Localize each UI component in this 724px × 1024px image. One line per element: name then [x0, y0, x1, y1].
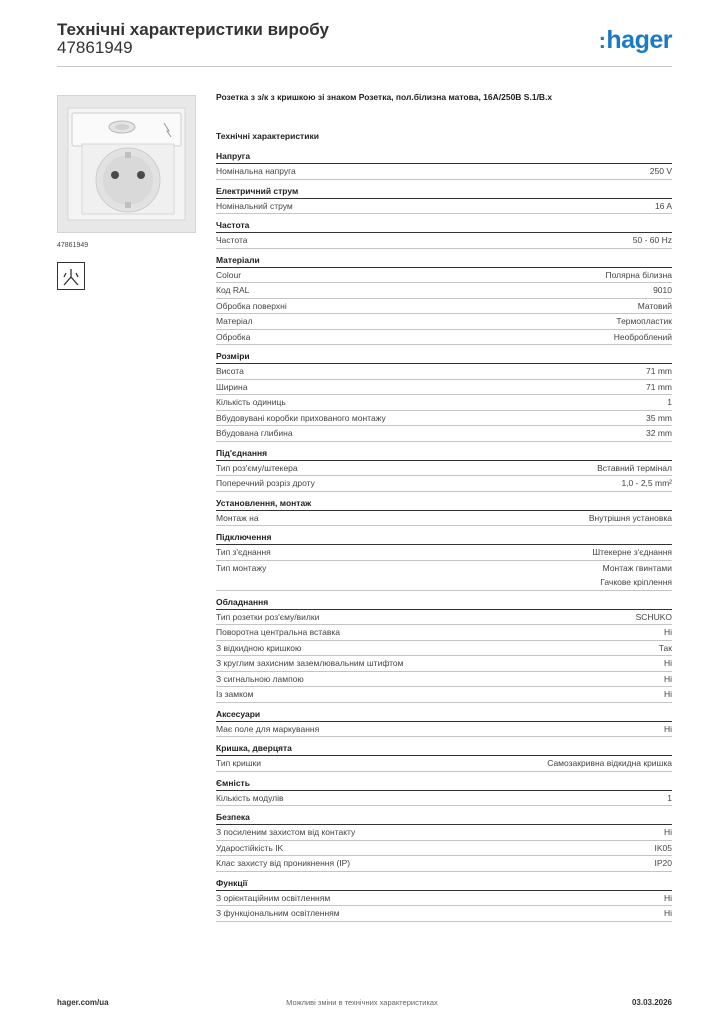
spec-value: Полярна білизна [605, 269, 672, 280]
spec-value: Матовий [637, 300, 672, 311]
spec-label: Поворотна центральна вставка [216, 627, 340, 637]
spec-label: Тип з'єднання [216, 547, 271, 557]
spec-value: 1 [667, 397, 672, 407]
spec-label: Ударостійкість IK [216, 842, 284, 853]
spec-label: Із замком [216, 689, 254, 699]
header-divider [57, 66, 672, 67]
spec-label: Вбудована глибина [216, 428, 293, 438]
footer-website-link[interactable]: hager.com/ua [57, 998, 109, 1007]
page-title: Технічні характеристики виробу [57, 20, 329, 39]
spec-group-title: Ємність [216, 778, 672, 791]
spec-row [216, 906, 672, 922]
spec-label: Частота [216, 235, 248, 245]
spec-label: Тип кришки [216, 758, 262, 768]
spec-label: Обробка [216, 331, 251, 342]
spec-row [216, 395, 672, 411]
spec-label: Номінальна напруга [216, 166, 296, 176]
spec-label: З посиленим захистом від контакту [216, 827, 356, 837]
spec-label: З відкидною кришкою [216, 642, 302, 653]
spec-value: Необроблений [613, 331, 672, 342]
spec-group-title: Матеріали [216, 255, 672, 268]
spec-row [216, 330, 672, 346]
spec-row [216, 380, 672, 396]
spec-row [216, 314, 672, 330]
spec-group [216, 709, 672, 738]
spec-group [216, 498, 672, 527]
spec-row [216, 164, 672, 180]
spec-value: Так [658, 642, 672, 653]
spec-row [216, 891, 672, 907]
spec-value: Ні [663, 892, 672, 903]
spec-row [216, 825, 672, 841]
spec-row [216, 722, 672, 738]
spec-row [216, 199, 672, 215]
spec-value: Ні [663, 908, 672, 918]
spec-value: Ні [663, 658, 672, 668]
spec-value: Ні [663, 689, 672, 699]
spec-group [216, 220, 672, 249]
spec-row [216, 233, 672, 249]
spec-value: 71 mm [646, 381, 672, 392]
spec-value: Ні [663, 627, 672, 637]
spec-row [216, 411, 672, 427]
spec-label: Має поле для маркування [216, 723, 320, 734]
spec-label: Тип монтажу [216, 562, 267, 573]
spec-value: 35 mm [646, 412, 672, 423]
spec-group [216, 186, 672, 215]
spec-group [216, 778, 672, 807]
spec-label: З круглим захисним заземлювальним штифтом [216, 658, 404, 668]
spec-value: Самозакривна відкидна кришка [547, 758, 672, 768]
spec-label: Обробка поверхні [216, 300, 287, 311]
spec-row [216, 841, 672, 857]
spec-value: 50 - 60 Hz [632, 235, 672, 245]
spec-value: 32 mm [646, 428, 672, 438]
product-image [57, 95, 196, 233]
spec-label: Вбудовувані коробки прихованого монтажу [216, 412, 386, 423]
spec-row [216, 511, 672, 527]
spec-group-title: Розміри [216, 351, 672, 364]
spec-label: Монтаж на [216, 512, 259, 523]
spec-value: IP20 [654, 858, 672, 868]
spec-row [216, 364, 672, 380]
spec-row [216, 561, 672, 591]
spec-value: IK05 [654, 842, 672, 853]
spec-group-title: Установлення, монтаж [216, 498, 672, 511]
spec-group-title: Підключення [216, 532, 672, 545]
spec-value: 71 mm [646, 366, 672, 376]
spec-row [216, 476, 672, 492]
spec-value: Вставний термінал [597, 462, 672, 473]
spec-value: Ні [663, 723, 672, 734]
spec-group [216, 351, 672, 442]
footer-disclaimer: Можливі зміни в технічних характеристиках [286, 998, 438, 1007]
spec-label: З орієнтаційним освітленням [216, 892, 331, 903]
spec-value: Монтаж гвинтами Гачкове кріплення [600, 562, 672, 587]
spec-value: 250 V [649, 166, 672, 176]
spec-row [216, 283, 672, 299]
spec-label: З функціональним освітленням [216, 908, 340, 918]
spec-label: Colour [216, 269, 242, 280]
spec-value: Ні [663, 827, 672, 837]
spec-value: Термопластик [616, 316, 672, 326]
spec-row [216, 687, 672, 703]
logo-mark-icon: : [598, 28, 606, 53]
spec-group-title: Безпека [216, 812, 672, 825]
hager-logo[interactable] [599, 26, 672, 55]
spec-label: Номінальний струм [216, 200, 293, 211]
footer-date: 03.03.2026 [631, 998, 672, 1007]
spec-group [216, 597, 672, 703]
section-heading: Технічні характеристики [216, 131, 319, 141]
spec-label: Код RAL [216, 285, 250, 295]
spec-label: Кількість одиниць [216, 397, 286, 407]
spec-row [216, 625, 672, 641]
spec-group-title: Під'єднання [216, 448, 672, 461]
spec-group-title: Електричний струм [216, 186, 672, 199]
spec-group [216, 743, 672, 772]
spec-group-title: Функції [216, 878, 672, 891]
spec-group [216, 255, 672, 346]
spec-group-title: Частота [216, 220, 672, 233]
spec-row [216, 299, 672, 315]
spec-row [216, 856, 672, 872]
spec-row [216, 672, 672, 688]
spec-value: 1,0 - 2,5 mm² [621, 478, 672, 488]
spec-group [216, 878, 672, 922]
product-code: 47861949 [57, 38, 133, 57]
spec-row [216, 791, 672, 807]
socket-illustration [58, 96, 195, 232]
spec-group-title: Кришка, дверцята [216, 743, 672, 756]
spec-row [216, 756, 672, 772]
spec-row [216, 656, 672, 672]
spec-label: Поперечний розріз дроту [216, 478, 315, 488]
spec-label: З сигнальною лампою [216, 673, 304, 684]
spec-value: Внутрішня установка [588, 512, 672, 523]
spec-group-title: Обладнання [216, 597, 672, 610]
spec-row [216, 268, 672, 284]
spec-label: Ширина [216, 381, 248, 392]
spec-group-title: Напруга [216, 151, 672, 164]
spec-value: 9010 [653, 285, 672, 295]
spec-value: Штекерне з'єднання [592, 547, 672, 557]
spec-value: 1 [667, 792, 672, 803]
spec-row [216, 610, 672, 626]
installation-symbol-icon [57, 262, 85, 290]
spec-value: SCHUKO [635, 611, 672, 622]
spec-row [216, 426, 672, 442]
logo-text: hager [606, 26, 672, 54]
spec-row [216, 641, 672, 657]
spec-label: Кількість модулів [216, 792, 284, 803]
spec-label: Клас захисту від проникнення (IP) [216, 858, 351, 868]
product-name: Розетка з з/к з кришкою зі знаком Розетка, пол.білизна матова, 16А/250В S.1/B.x [216, 92, 553, 102]
spec-label: Матеріал [216, 316, 253, 326]
spec-value: Ні [663, 673, 672, 684]
spec-group [216, 448, 672, 492]
spec-group [216, 532, 672, 591]
spec-value: 16 A [654, 200, 672, 211]
spec-row [216, 545, 672, 561]
spec-label: Висота [216, 366, 244, 376]
image-caption: 47861949 [57, 242, 89, 249]
spec-group-title: Аксесуари [216, 709, 672, 722]
spec-groups [216, 151, 672, 922]
spec-label: Тип роз'єму/штекера [216, 462, 298, 473]
spec-row [216, 461, 672, 477]
spec-content [216, 92, 672, 922]
spec-group [216, 151, 672, 180]
spec-label: Тип розетки роз'єму/вилки [216, 611, 320, 622]
spec-group [216, 812, 672, 872]
